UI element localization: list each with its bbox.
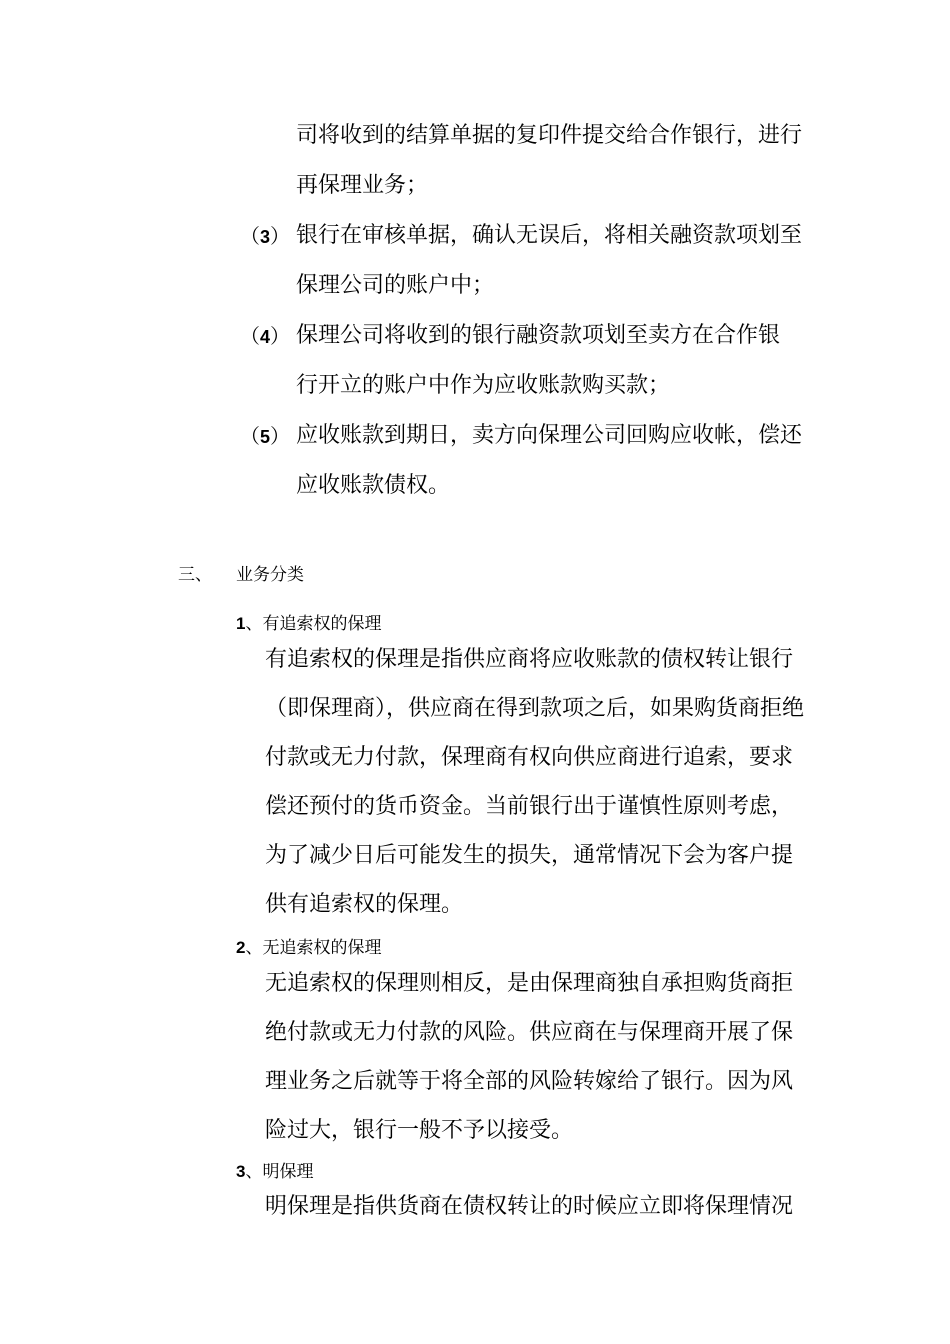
list-marker-5: （5） <box>240 424 291 448</box>
paragraph-line: 绝付款或无力付款的风险。供应商在与保理商开展了保 <box>265 1020 794 1045</box>
list-marker-4: （4） <box>240 324 291 348</box>
paragraph-line: 付款或无力付款，保理商有权向供应商进行追索，要求 <box>265 745 794 770</box>
list-line: 保理公司的账户中； <box>296 273 495 298</box>
paragraph-line: 有追索权的保理是指供应商将应收账款的债权转让银行 <box>265 647 794 672</box>
paragraph-line: 偿还预付的货币资金。当前银行出于谨慎性原则考虑， <box>265 794 794 819</box>
list-line: 应收账款到期日，卖方向保理公司回购应收帐，偿还 <box>296 423 803 448</box>
paragraph-line: 无追索权的保理则相反，是由保理商独自承担购货商拒 <box>265 971 794 996</box>
list-line: 保理公司将收到的银行融资款项划至卖方在合作银 <box>296 323 781 348</box>
item-heading: 2、无追索权的保理 <box>236 938 382 958</box>
list-line: 再保理业务； <box>296 173 429 198</box>
list-line: 应收账款债权。 <box>296 473 451 498</box>
section-number: 三、 <box>178 565 212 585</box>
list-line: 司将收到的结算单据的复印件提交给合作银行，进行 <box>296 123 803 148</box>
list-marker-3: （3） <box>240 224 291 248</box>
item-heading: 3、明保理 <box>236 1162 314 1182</box>
paragraph-line: （即保理商），供应商在得到款项之后，如果购货商拒绝 <box>265 696 805 721</box>
paragraph-line: 供有追索权的保理。 <box>265 892 464 917</box>
paragraph-line: 为了减少日后可能发生的损失，通常情况下会为客户提 <box>265 843 794 868</box>
list-line: 行开立的账户中作为应收账款购买款； <box>296 373 671 398</box>
list-line: 银行在审核单据，确认无误后，将相关融资款项划至 <box>296 223 803 248</box>
section-title: 业务分类 <box>236 565 304 585</box>
paragraph-line: 理业务之后就等于将全部的风险转嫁给了银行。因为风 <box>265 1069 794 1094</box>
item-heading: 1、有追索权的保理 <box>236 614 382 634</box>
paragraph-line: 险过大，银行一般不予以接受。 <box>265 1118 574 1143</box>
paragraph-line: 明保理是指供货商在债权转让的时候应立即将保理情况 <box>265 1194 794 1219</box>
